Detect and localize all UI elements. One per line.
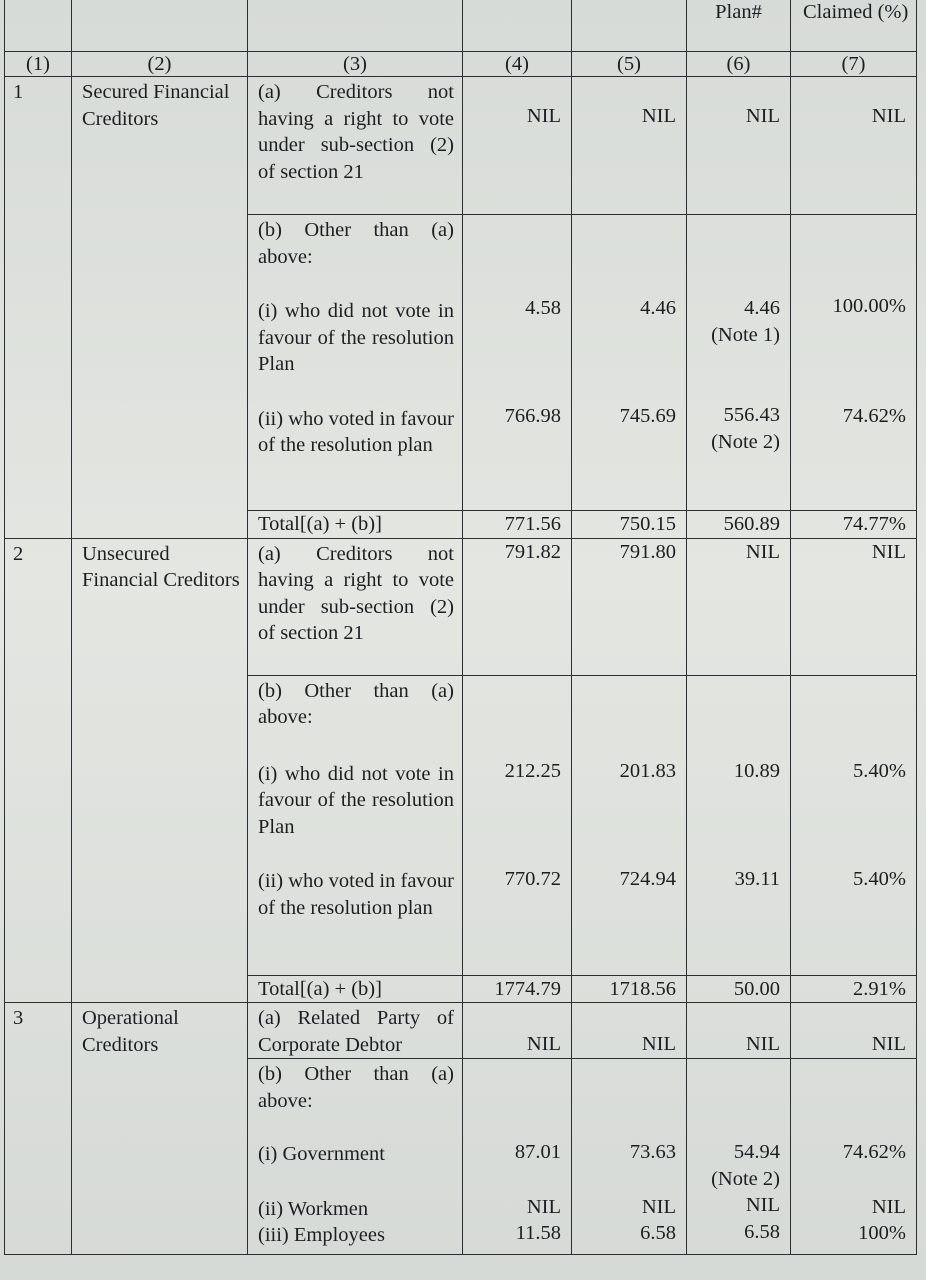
value: 39.11 [734,868,780,890]
value-cell: NIL [687,1003,791,1059]
row-description: (a) Related Party of Corporate Debtor [248,1003,463,1059]
note: (Note 2) [711,1167,780,1190]
value: 100.00% [832,295,906,317]
creditors-table [4,0,917,1255]
header-claimed: Claimed (%) [791,0,917,52]
sub-item-description: (ii) Workmen [258,1197,369,1220]
value-cell: NIL [687,77,791,215]
value-cell [572,1059,687,1255]
value: 6.58 [640,1222,676,1244]
total-label: Total[(a) + (b)] [248,975,463,1003]
index-cell: (5) [572,52,687,77]
total-value: 2.91% [791,975,917,1003]
value-cell: NIL [687,538,791,675]
value-cell [791,675,917,975]
value-cell: NIL [572,1003,687,1059]
value-cell [791,1059,917,1255]
value: 54.94 [733,1141,780,1163]
total-value: 50.00 [687,975,791,1003]
value: 11.58 [515,1222,561,1244]
row-description: (a) Creditors not having a right to vote under sub-section (2) of section 21 [248,77,463,215]
serial-number: 2 [5,538,72,1003]
value: 5.40% [853,759,906,782]
index-cell: (3) [248,52,463,77]
header-row [5,0,917,52]
total-value: 1774.79 [463,975,572,1003]
value-cell: NIL [791,1003,917,1059]
sub-item-description: (iii) Employees [258,1224,385,1246]
table-row [5,538,917,675]
header-cell-3 [248,0,463,52]
value-cell: 791.80 [572,538,687,675]
value-cell [687,1059,791,1255]
value-cell: 791.82 [463,538,572,675]
header-cell-4 [463,0,572,52]
value-cell: NIL [572,77,687,215]
index-cell: (1) [5,52,72,77]
value: 87.01 [514,1141,561,1163]
row-description [248,215,463,511]
total-value: 771.56 [463,511,572,539]
value: 74.62% [842,404,906,427]
value-cell: NIL [463,77,572,215]
value: NIL [871,1195,906,1218]
sub-item-description: (i) Government [258,1143,385,1165]
value: 766.98 [504,404,561,427]
creditor-category: Unsecured Financial Creditors [72,538,248,1003]
value: NIL [526,1195,561,1218]
value: 4.58 [525,297,561,319]
total-value: 1718.56 [572,975,687,1003]
sub-item-description: (i) who did not vote in favour of the resolution Plan [258,300,454,375]
row-description: (a) Creditors not having a right to vote under sub-section (2) of section 21 [248,538,463,675]
value-cell [687,675,791,975]
value: 6.58 [744,1220,780,1243]
index-cell: (2) [72,52,248,77]
total-value: 560.89 [687,511,791,539]
total-label: Total[(a) + (b)] [248,511,463,539]
value-cell [463,215,572,511]
value-cell: NIL [791,77,917,215]
value: 10.89 [733,759,780,782]
subheading: (b) Other than (a) above: [258,679,454,728]
sub-item-description: (i) who did not vote in favour of the resolution Plan [258,762,454,838]
header-cell-2 [72,0,248,52]
creditor-category: Secured Financial Creditors [72,77,248,539]
value: 212.25 [504,759,561,782]
creditor-category: Operational Creditors [72,1003,248,1255]
serial-number: 3 [5,1003,72,1255]
value: 556.43 [723,404,780,426]
value: 5.40% [853,868,906,890]
table-row [5,77,917,215]
index-cell: (6) [687,52,791,77]
value: 724.94 [619,868,676,890]
value-cell: NIL [791,538,917,675]
serial-number: 1 [5,77,72,539]
total-value: 750.15 [572,511,687,539]
table-row [5,1003,917,1059]
subheading: (b) Other than (a) above: [258,219,454,268]
value: NIL [641,1195,676,1218]
header-plan: Plan# [687,0,791,52]
row-description [248,1059,463,1255]
header-cell-5 [572,0,687,52]
total-value: 74.77% [791,511,917,539]
value: 4.46 [744,297,780,319]
index-cell: (7) [791,52,917,77]
value-cell [687,215,791,511]
value: NIL [745,1194,780,1216]
index-row [5,52,917,77]
value-cell: NIL [463,1003,572,1059]
note: (Note 2) [711,430,780,453]
value: 201.83 [619,759,676,782]
row-description [248,675,463,975]
value-cell [572,215,687,511]
value-cell [572,675,687,975]
value: 745.69 [619,404,676,427]
index-cell: (4) [463,52,572,77]
note: (Note 1) [711,323,780,346]
value: 100% [858,1222,906,1244]
subheading: (b) Other than (a) above: [258,1063,454,1112]
value: 770.72 [504,868,561,890]
value: 73.63 [629,1141,676,1163]
value: 4.46 [640,297,676,319]
sub-item-description: (ii) who voted in favour of the resolution plan [258,870,454,919]
value: 74.62% [842,1141,906,1163]
sub-item-description: (ii) who voted in favour of the resolution plan [258,407,454,456]
value-cell [791,215,917,511]
value-cell [463,1059,572,1255]
value-cell [463,675,572,975]
header-cell-1 [5,0,72,52]
